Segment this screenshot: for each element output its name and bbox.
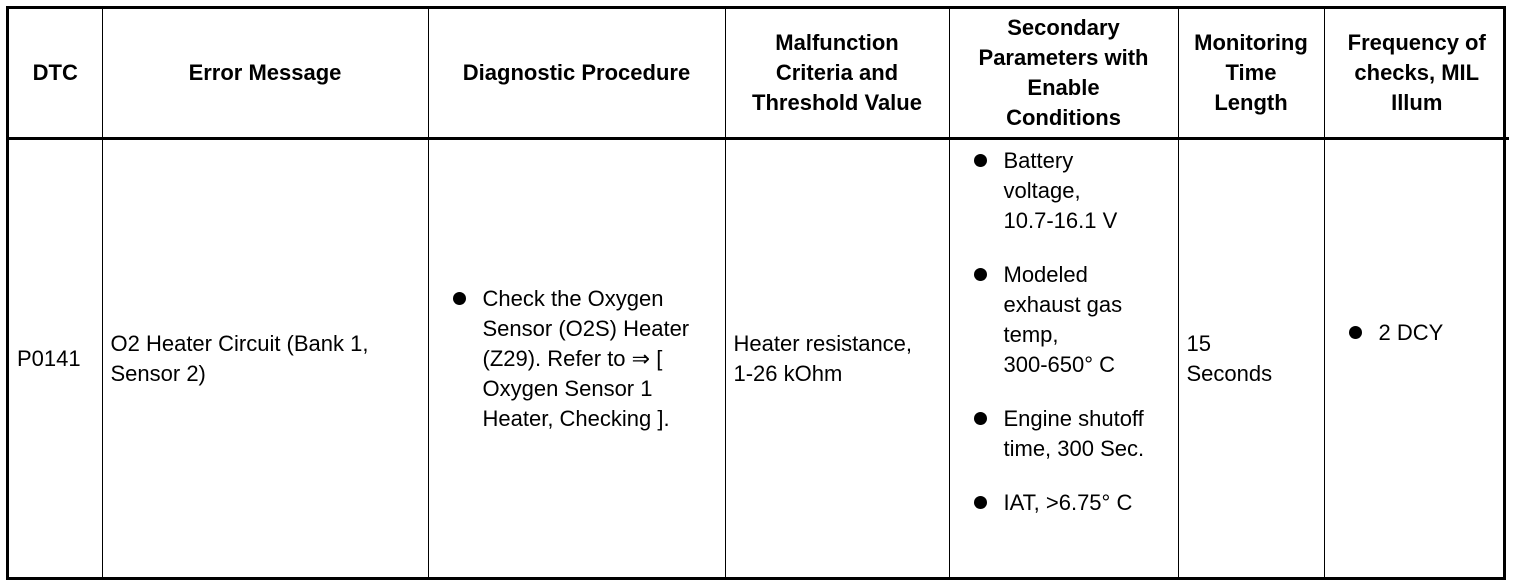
cell-dtc-code: P0141 bbox=[9, 139, 102, 578]
frequency-text: 2 DCY bbox=[1378, 320, 1444, 345]
cell-monitoring-time: 15 Seconds bbox=[1178, 139, 1324, 578]
header-frequency: Frequency of checks, MIL Illum bbox=[1324, 9, 1509, 139]
secondary-parameters-list bbox=[958, 146, 1170, 518]
cell-error-message: O2 Heater Circuit (Bank 1, Sensor 2) bbox=[102, 139, 428, 578]
header-dtc: DTC bbox=[9, 9, 102, 139]
header-secondary-parameters: Secondary Parameters with Enable Conditions bbox=[949, 9, 1178, 139]
list-item bbox=[958, 260, 1170, 380]
procedure-text: Check the Oxygen Sensor (O2S) Heater (Z29). Refer to ⇒ [ Oxygen Sensor 1 Heater, Checking ]. bbox=[482, 285, 690, 431]
table-row bbox=[9, 139, 1509, 578]
cell-frequency bbox=[1324, 139, 1509, 578]
list-item bbox=[1333, 318, 1502, 348]
frequency-list bbox=[1333, 318, 1502, 348]
secondary-param-exhaust-temp: Modeled exhaust gas temp, 300-650° C bbox=[1003, 262, 1123, 377]
list-item bbox=[958, 146, 1170, 236]
secondary-param-shutoff-time: Engine shutoff time, 300 Sec. bbox=[1003, 406, 1145, 461]
secondary-param-battery: Battery voltage, 10.7-16.1 V bbox=[1003, 148, 1118, 233]
cell-malfunction-criteria: Heater resistance, 1-26 kOhm bbox=[725, 139, 949, 578]
table-header-row bbox=[9, 9, 1509, 139]
procedure-list bbox=[437, 284, 717, 434]
list-item bbox=[437, 284, 717, 434]
list-item bbox=[958, 488, 1170, 518]
bullet-icon bbox=[974, 496, 987, 509]
bullet-icon bbox=[453, 292, 466, 305]
header-malfunction-criteria: Malfunction Criteria and Threshold Value bbox=[725, 9, 949, 139]
header-monitoring-time: Monitoring Time Length bbox=[1178, 9, 1324, 139]
bullet-icon bbox=[974, 412, 987, 425]
header-diagnostic-procedure: Diagnostic Procedure bbox=[428, 9, 725, 139]
bullet-icon bbox=[1349, 326, 1362, 339]
dtc-table-frame bbox=[6, 6, 1506, 580]
cell-secondary-parameters bbox=[949, 139, 1178, 578]
cell-diagnostic-procedure bbox=[428, 139, 725, 578]
header-error-message: Error Message bbox=[102, 9, 428, 139]
secondary-param-iat: IAT, >6.75° C bbox=[1003, 490, 1133, 515]
list-item bbox=[958, 404, 1170, 464]
bullet-icon bbox=[974, 154, 987, 167]
bullet-icon bbox=[974, 268, 987, 281]
dtc-table bbox=[9, 9, 1509, 577]
